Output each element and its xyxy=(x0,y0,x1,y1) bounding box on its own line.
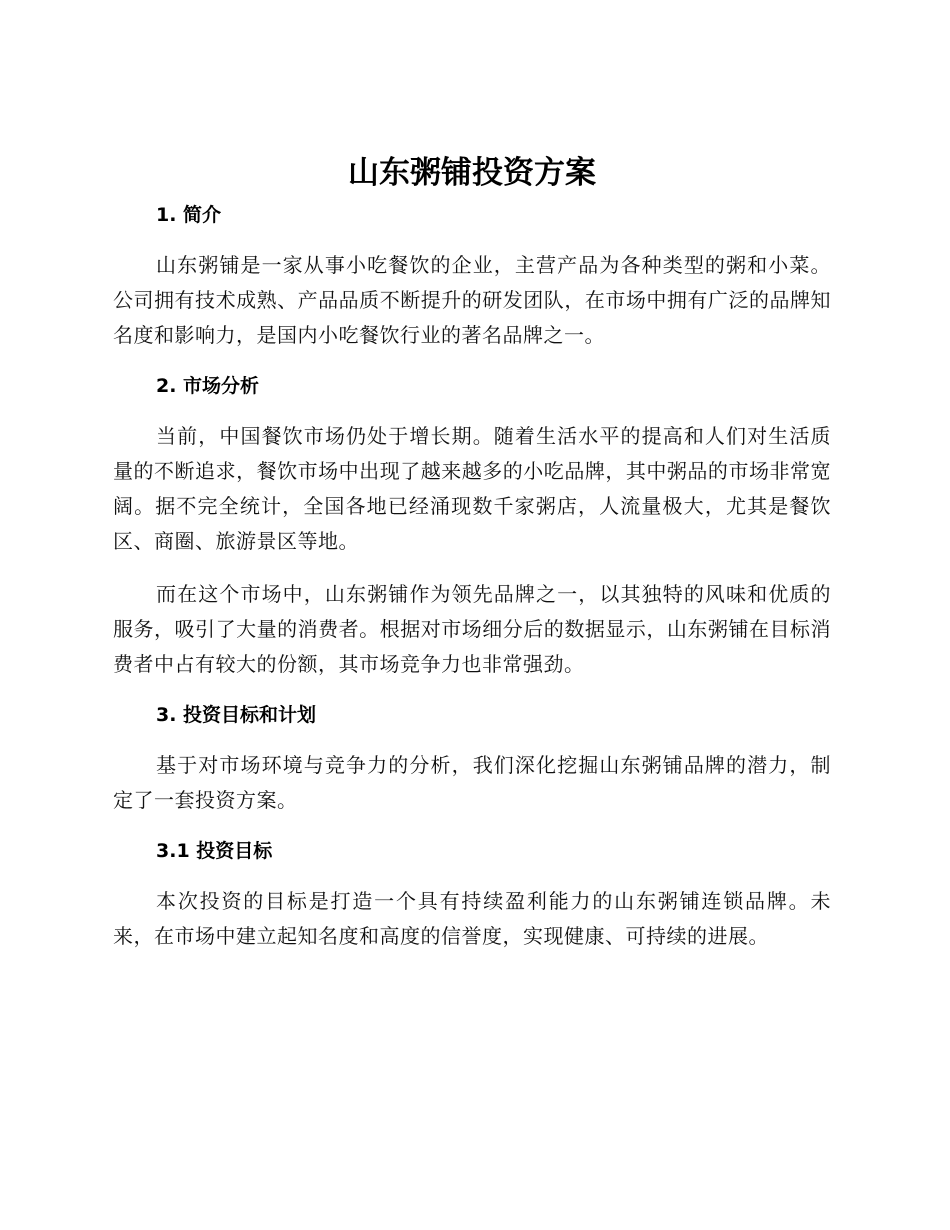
section-heading: 3.1 投资目标 xyxy=(156,840,273,862)
paragraph: 山东粥铺是一家从事小吃餐饮的企业，主营产品为各种类型的粥和小菜。公司拥有技术成熟、产品品质不断提升的研发团队，在市场中拥有广泛的品牌知名度和影响力，是国内小吃餐饮行业的著名品牌之一。 xyxy=(113,253,831,347)
paragraph: 而在这个市场中，山东粥铺作为领先品牌之一，以其独特的风味和优质的服务，吸引了大量的消费者。根据对市场细分后的数据显示，山东粥铺在目标消费者中占有较大的份额，其市场竞争力也非常强劲。 xyxy=(113,582,831,676)
section-introduction xyxy=(113,200,831,353)
section-heading: 3. 投资目标和计划 xyxy=(156,704,317,726)
section-heading: 1. 简介 xyxy=(156,204,222,226)
section-market-analysis xyxy=(113,371,831,682)
section-heading: 2. 市场分析 xyxy=(156,375,260,397)
paragraph: 当前，中国餐饮市场仍处于增长期。随着生活水平的提高和人们对生活质量的不断追求，餐饮市场中出现了越来越多的小吃品牌，其中粥品的市场非常宽阔。据不完全统计，全国各地已经涌现数千家粥店，人流量极大，尤其是餐饮区、商圈、旅游景区等地。 xyxy=(113,424,831,553)
paragraph: 本次投资的目标是打造一个具有持续盈利能力的山东粥铺连锁品牌。未来，在市场中建立起知名度和高度的信誉度，实现健康、可持续的进展。 xyxy=(113,889,831,948)
section-investment-plan xyxy=(113,700,831,818)
document-title: 山东粥铺投资方案 xyxy=(348,155,596,191)
paragraph: 基于对市场环境与竞争力的分析，我们深化挖掘山东粥铺品牌的潜力，制定了一套投资方案。 xyxy=(113,753,831,812)
document-page xyxy=(113,150,831,972)
section-investment-goal xyxy=(113,836,831,954)
